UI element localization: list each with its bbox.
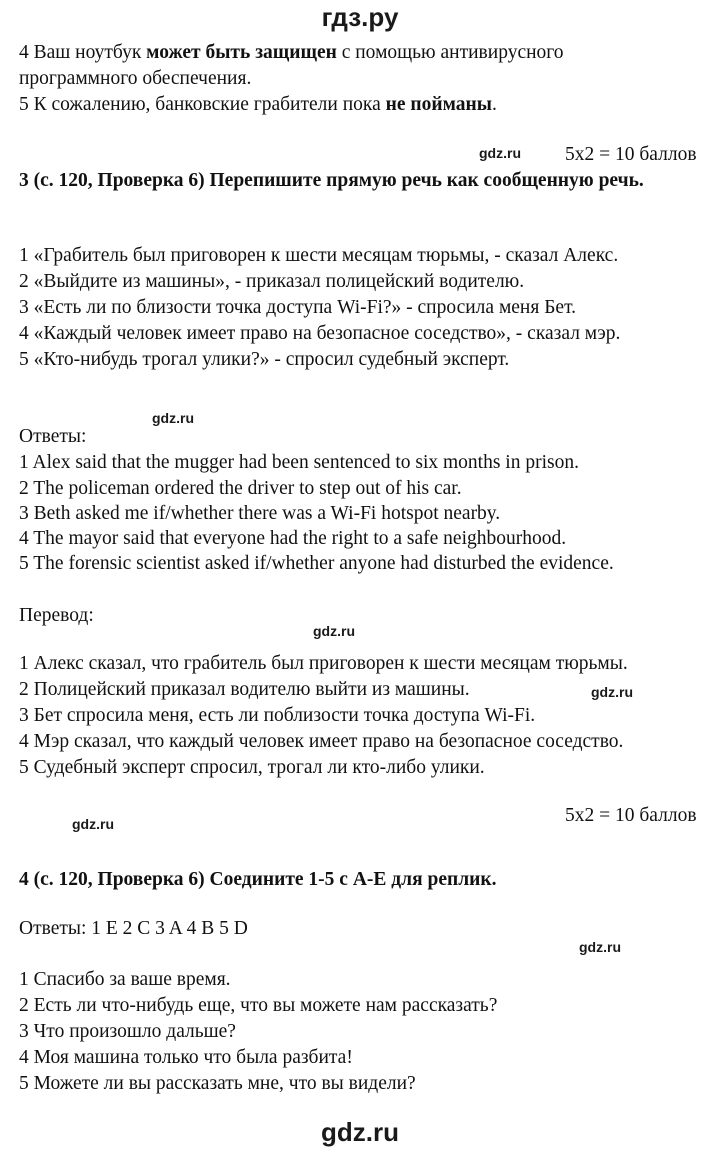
s3-item-1: 1 «Грабитель был приговорен к шести месяцам тюрьмы, - сказал Алекс.: [19, 245, 619, 266]
s2-item-5-text-c: .: [491, 94, 497, 115]
s2-item-4-cont: программного обеспечения.: [19, 68, 252, 89]
s2-item-4-text-c: с помощью антивирусного: [336, 42, 564, 63]
watermark-1: gdz.ru: [479, 145, 521, 161]
s3-item-2: 2 «Выйдите из машины», - приказал полицейский водителю.: [19, 271, 525, 292]
watermark-6: gdz.ru: [579, 939, 621, 955]
s3-answer-3: 3 Beth asked me if/whether there was a Wi-Fi hotspot nearby.: [19, 503, 501, 524]
s3-item-3: 3 «Есть ли по близости точка доступа Wi-Fi?» - спросила меня Бет.: [19, 297, 576, 318]
s3-heading: 3 (с. 120, Проверка 6) Перепишите прямую речь как сообщенную речь.: [19, 170, 644, 191]
s3-translation-4: 4 Мэр сказал, что каждый человек имеет право на безопасное соседство.: [19, 731, 624, 752]
s3-answers-label: Ответы:: [19, 426, 87, 447]
s2-item-5-bold: не пойманы: [385, 94, 492, 115]
s4-heading: 4 (с. 120, Проверка 6) Соедините 1-5 с A-E для реплик.: [19, 869, 497, 890]
s2-item-4-text-a: 4 Ваш ноутбук: [19, 42, 147, 63]
watermark-top: гдз.ру: [321, 2, 399, 32]
s3-item-4: 4 «Каждый человек имеет право на безопасное соседство», - сказал мэр.: [19, 323, 621, 344]
watermark-4: gdz.ru: [591, 684, 633, 700]
s3-translation-5: 5 Судебный эксперт спросил, трогал ли кто-либо улики.: [19, 757, 485, 778]
s3-answer-1: 1 Alex said that the mugger had been sentenced to six months in prison.: [19, 452, 579, 473]
s2-item-4: [19, 40, 564, 66]
s2-item-4-bold: может быть защищен: [146, 42, 337, 63]
s4-item-2: 2 Есть ли что-нибудь еще, что вы можете нам рассказать?: [19, 995, 498, 1016]
s2-score: 5x2 = 10 баллов: [565, 144, 697, 165]
s4-item-1: 1 Спасибо за ваше время.: [19, 969, 231, 990]
watermark-2: gdz.ru: [152, 410, 194, 426]
s3-translation-3: 3 Бет спросила меня, есть ли поблизости точка доступа Wi-Fi.: [19, 705, 536, 726]
s4-answers: Ответы: 1 E 2 C 3 A 4 B 5 D: [19, 918, 248, 939]
watermark-3: gdz.ru: [313, 623, 355, 639]
s3-translation-1: 1 Алекс сказал, что грабитель был приговорен к шести месяцам тюрьмы.: [19, 653, 628, 674]
s4-item-3: 3 Что произошло дальше?: [19, 1021, 236, 1042]
s4-item-4: 4 Моя машина только что была разбита!: [19, 1047, 353, 1068]
watermark-5: gdz.ru: [72, 816, 114, 832]
s3-answer-5: 5 The forensic scientist asked if/whether anyone had disturbed the evidence.: [19, 553, 614, 574]
s4-item-5: 5 Можете ли вы рассказать мне, что вы видели?: [19, 1073, 416, 1094]
s3-translation-2: 2 Полицейский приказал водителю выйти из машины.: [19, 679, 470, 700]
s2-item-5: [19, 92, 497, 118]
s3-item-5: 5 «Кто-нибудь трогал улики?» - спросил судебный эксперт.: [19, 349, 510, 370]
s3-translation-label: Перевод:: [19, 605, 94, 626]
s3-answer-4: 4 The mayor said that everyone had the right to a safe neighbourhood.: [19, 528, 567, 549]
s2-item-5-text-a: 5 К сожалению, банковские грабители пока: [19, 94, 386, 115]
s3-answer-2: 2 The policeman ordered the driver to step out of his car.: [19, 478, 462, 499]
s3-score: 5x2 = 10 баллов: [565, 805, 697, 826]
watermark-bottom: gdz.ru: [321, 1117, 399, 1147]
